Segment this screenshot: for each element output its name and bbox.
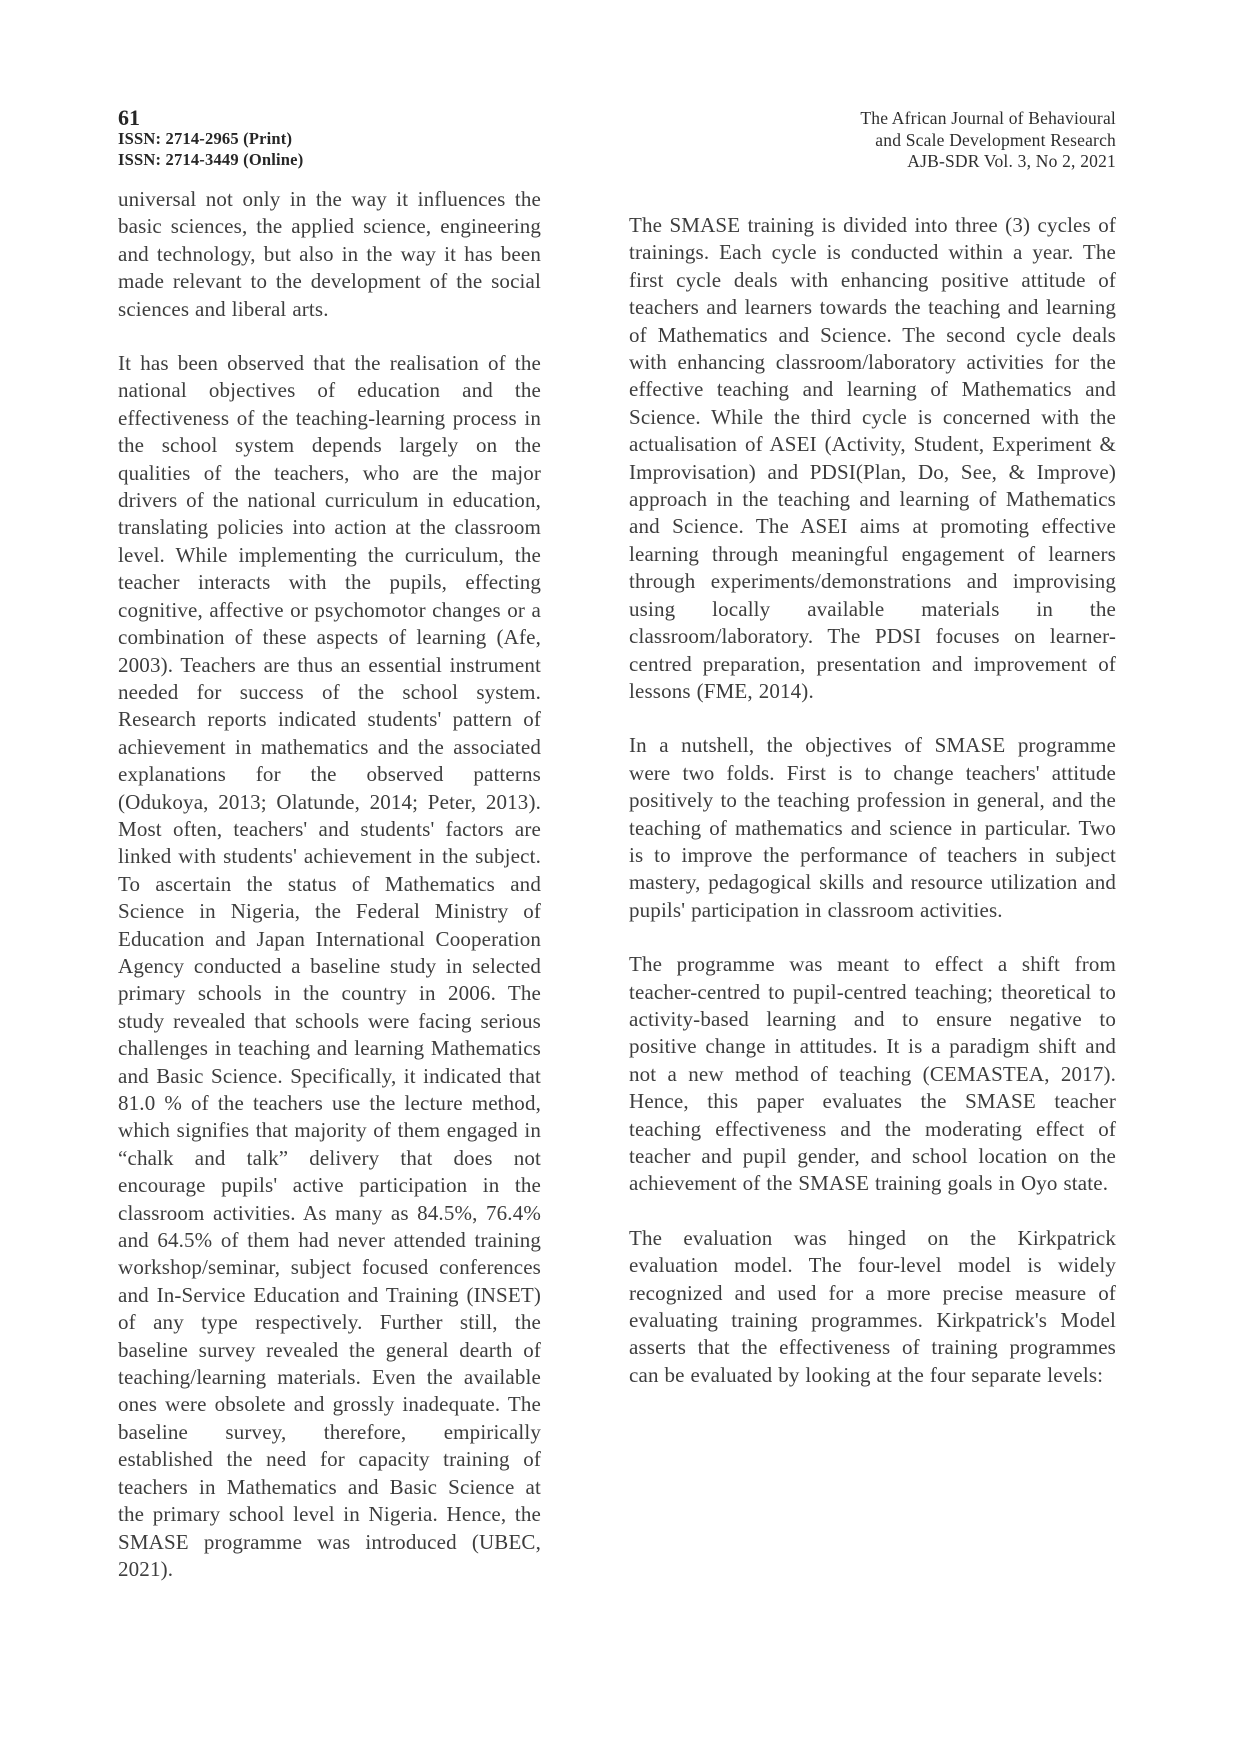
page-header [118, 105, 1116, 173]
right-column [629, 186, 1116, 1583]
paragraph-right-4: The evaluation was hinged on the Kirkpatrick evaluation model. The four-level model is widely recognized and used for a more precise measure of evaluating training programmes. Kirkpatrick's Model asserts that the effectiveness of training programmes can be evaluated by looking at the four separate levels: [629, 1225, 1116, 1387]
paragraph-right-3: The programme was meant to effect a shift from teacher-centred to pupil-centred teaching; theoretical to activity-based learning and to ensure negative to positive change in attitudes. It is a paradigm shift and not a new method of teaching (CEMASTEA, 2017). Hence, this paper evaluates the SMASE teacher teaching effectiveness and the moderating effect of teacher and pupil gender, and school location on the achievement of the SMASE training goals in Oyo state. [629, 952, 1116, 1196]
paragraph-left-2: It has been observed that the realisation of the national objectives of education and the effectiveness of the teaching-learning process in the school system depends largely on the qualities of the teachers, who are the major drivers of the national curriculum in education, translating policies into action at the classroom level. While implementing the curriculum, the teacher interacts with the pupils, effecting cognitive, affective or psychomotor changes or a combination of these aspects of learning (Afe, 2003). Teachers are thus an essential instrument needed for success of the school system. Research reports indicated students' pattern of achievement in mathematics and the associated explanations for the observed patterns (Odukoya, 2013; Olatunde, 2014; Peter, 2013). Most often, teachers' and students' factors are linked with students' achievement in the subject. To ascertain the status of Mathematics and Science in Nigeria, the Federal Ministry of Education and Japan International Cooperation Agency conducted a baseline study in selected primary schools in the country in 2006. The study revealed that schools were facing serious challenges in teaching and learning Mathematics and Basic Science. Specifically, it indicated that 81.0 % of the teachers use the lecture method, which signifies that majority of them engaged in “chalk and talk” delivery that does not encourage pupils' active participation in the classroom activities. As many as 84.5%, 76.4% and 64.5% of them had never attended training workshop/seminar, subject focused conferences and In-Service Education and Training (INSET) of any type respectively. Further still, the baseline survey revealed the general dearth of teaching/learning materials. Even the available ones were obsolete and grossly inadequate. The baseline survey, therefore, empirically established the need for capacity training of teachers in Mathematics and Basic Science at the primary school level in Nigeria. Hence, the SMASE programme was introduced (UBEC, 2021). [118, 351, 541, 1581]
paragraph-right-2: In a nutshell, the objectives of SMASE programme were two folds. First is to change teachers' attitude positively to the teaching profession in general, and the teaching of mathematics and science in particular. Two is to improve the performance of teachers in subject mastery, pedagogical skills and resource utilization and pupils' participation in classroom activities. [629, 733, 1116, 922]
header-left-block [118, 105, 304, 170]
issn-print: ISSN: 2714-2965 (Print) [118, 129, 293, 148]
article-body [118, 186, 1116, 1583]
journal-volume-info: AJB-SDR Vol. 3, No 2, 2021 [907, 151, 1116, 171]
issn-online: ISSN: 2714-3449 (Online) [118, 150, 304, 169]
page-number: 61 [118, 105, 140, 130]
journal-title-line-1: The African Journal of Behavioural [860, 108, 1116, 128]
journal-title-block [860, 108, 1116, 173]
paragraph-right-1: The SMASE training is divided into three (3) cycles of trainings. Each cycle is conducted within a year. The first cycle deals with enhancing positive attitude of teachers and learners towards the teaching and learning of Mathematics and Science. The second cycle deals with enhancing classroom/laboratory activities for the effective teaching and learning of Mathematics and Science. While the third cycle is concerned with the actualisation of ASEI (Activity, Student, Experiment & Improvisation) and PDSI(Plan, Do, See, & Improve) approach in the teaching and learning of Mathematics and Science. The ASEI aims at promoting effective learning through meaningful engagement of learners through experiments/demonstrations and improvising using locally available materials in the classroom/laboratory. The PDSI focuses on learner-centred preparation, presentation and improvement of lessons (FME, 2014). [629, 213, 1116, 703]
paragraph-left-1: universal not only in the way it influences the basic sciences, the applied science, engineering and technology, but also in the way it has been made relevant to the development of the social sciences and liberal arts. [118, 187, 541, 321]
left-column [118, 186, 541, 1583]
journal-title-line-2: and Scale Development Research [875, 129, 1116, 150]
